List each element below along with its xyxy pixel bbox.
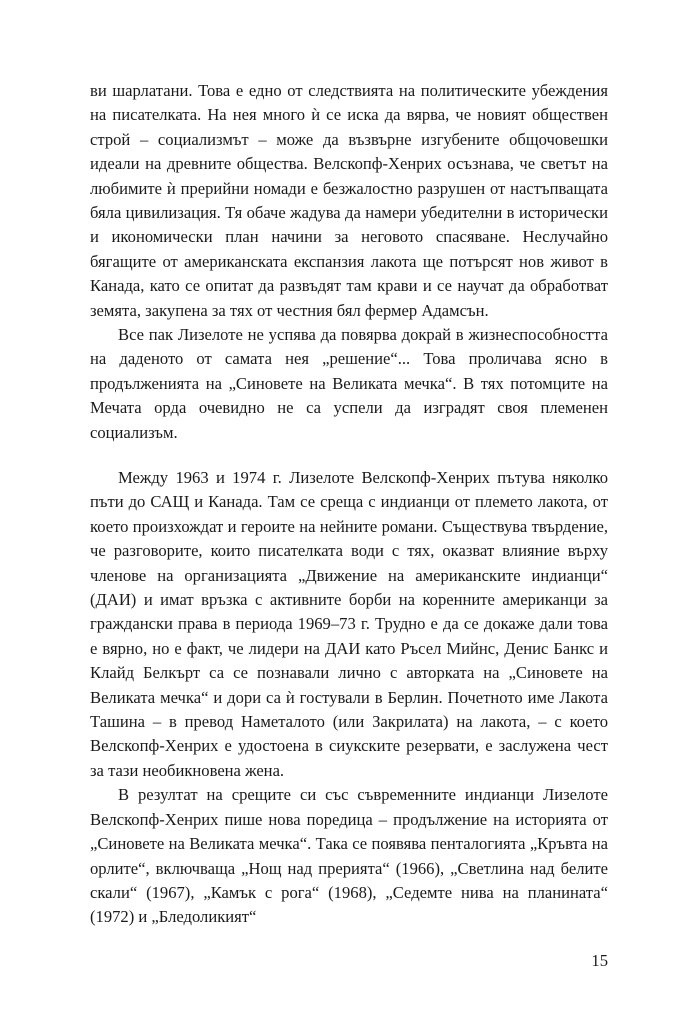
paragraph: Между 1963 и 1974 г. Лизелоте Велскопф-Хенрих пътува няколко пъти до САЩ и Канада. Там се среща с индианци от племето лакота, от което произхождат и героите на нейните романи. Съществува твърдение, че разговорите, които писателката води с тях, оказват влияние върху членове на организацията „Движение на американските индианци“ (ДАИ) и имат връзка с активните борби на коренните американци за граждански права в периода 1969–73 г. Трудно е да се докаже дали това е вярно, но е факт, че лидери на ДАИ като Ръсел Мийнс, Денис Банкс и Клайд Белкърт са се познавали лично с авторката на „Синовете на Великата мечка“ и дори са ѝ гостували в Берлин. Почетното име Лакота Ташина – в превод Наметалото (или Закрилата) на лакота, – с което Велскопф-Хенрих е удостоена в сиукските резервати, е заслужена чест за тази необикновена жена. — [90, 468, 608, 780]
paragraph: ви шарлатани. Това е едно от следствията на политическите убеждения на писателката. На нея много ѝ се иска да вярва, че новият обществен строй – социализмът – може да възвърне изгубените общочовешки идеали на древните общества. Велскопф-Хенрих осъзнава, че светът на любимите ѝ прерийни номади е безжалостно разрушен от настъпващата бяла цивилизация. Тя обаче жадува да намери убедителни в исторически и икономически план начини за неговото спасяване. Неслучайно бягащите от американската експанзия лакота ще потърсят нов живот в Канада, като се опитат да развъдят там крави и се научат да обработват земята, закупена за тях от честния бял фермер Адамсън. — [90, 81, 608, 320]
paragraph: В резултат на срещите си със съвременните индианци Лизелоте Велскопф-Хенрих пише нова поредица – продължение на историята от „Синовете на Великата мечка“. Така се появява пенталогията „Кръвта на орлите“, включваща „Нощ над прерията“ (1966), „Светлина над белите скали“ (1967), „Камък с рога“ (1968), „Седемте нива на планината“ (1972) и „Бледоликият“ — [90, 785, 608, 927]
text-block-bottom — [90, 466, 608, 930]
text-block-top — [90, 79, 608, 445]
paragraph: Все пак Лизелоте не успява да повярва докрай в жизнеспособността на даденото от самата нея „решение“... Това проличава ясно в продълженията на „Синовете на Великата мечка“. В тях потомците на Мечата орда очевидно не са успели да изградят своя племенен социализъм. — [90, 325, 608, 442]
page-number: 15 — [591, 951, 608, 970]
